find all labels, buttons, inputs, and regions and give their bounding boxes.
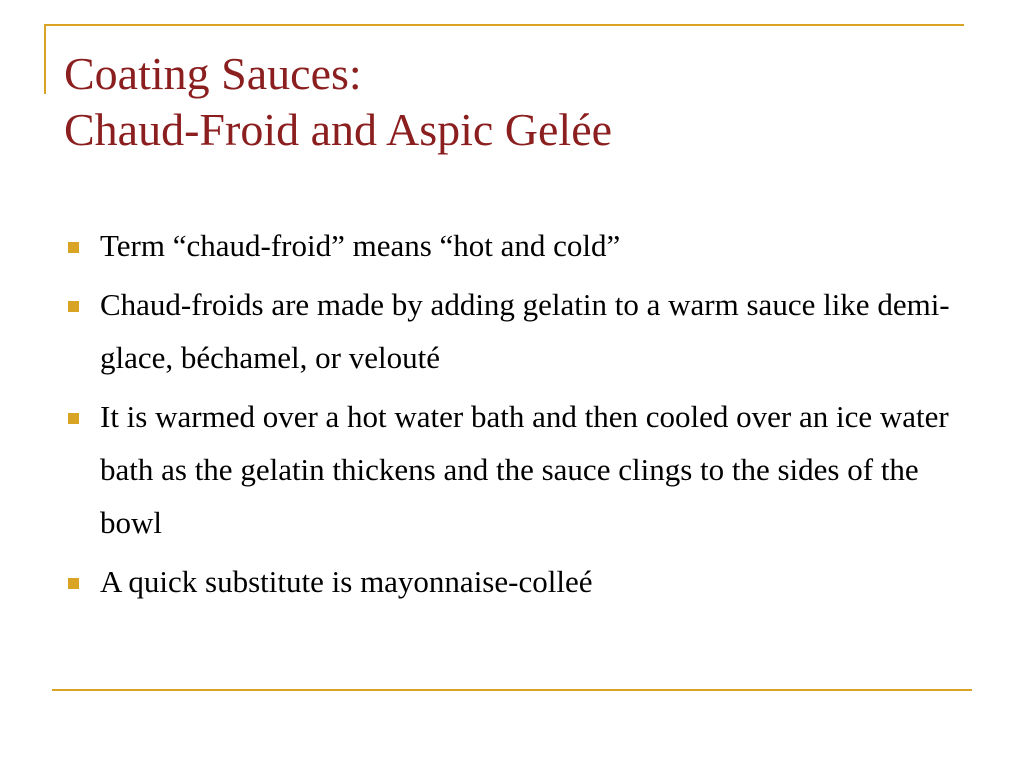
left-accent-bar (44, 24, 46, 94)
bullet-item (64, 219, 964, 272)
bullet-text: Term “chaud-froid” means “hot and cold” (100, 228, 621, 263)
title-line-2: Chaud-Froid and Aspic Gelée (64, 104, 613, 155)
title-line-1: Coating Sauces: (64, 48, 362, 99)
bullet-text: A quick substitute is mayonnaise-colleé (100, 564, 593, 599)
bullet-text: Chaud-froids are made by adding gelatin to a warm sauce like demi-glace, béchamel, or velouté (100, 287, 950, 375)
square-bullet-icon (68, 413, 79, 424)
bullet-list (64, 219, 964, 614)
bullet-item (64, 278, 964, 384)
bullet-item (64, 390, 964, 549)
square-bullet-icon (68, 301, 79, 312)
bullet-text: It is warmed over a hot water bath and then cooled over an ice water bath as the gelatin thickens and the sauce clings to the sides of the bowl (100, 399, 949, 540)
top-divider (44, 24, 964, 26)
slide-title (64, 46, 964, 158)
square-bullet-icon (68, 578, 79, 589)
square-bullet-icon (68, 242, 79, 253)
bullet-item (64, 555, 964, 608)
bottom-divider (52, 689, 972, 691)
